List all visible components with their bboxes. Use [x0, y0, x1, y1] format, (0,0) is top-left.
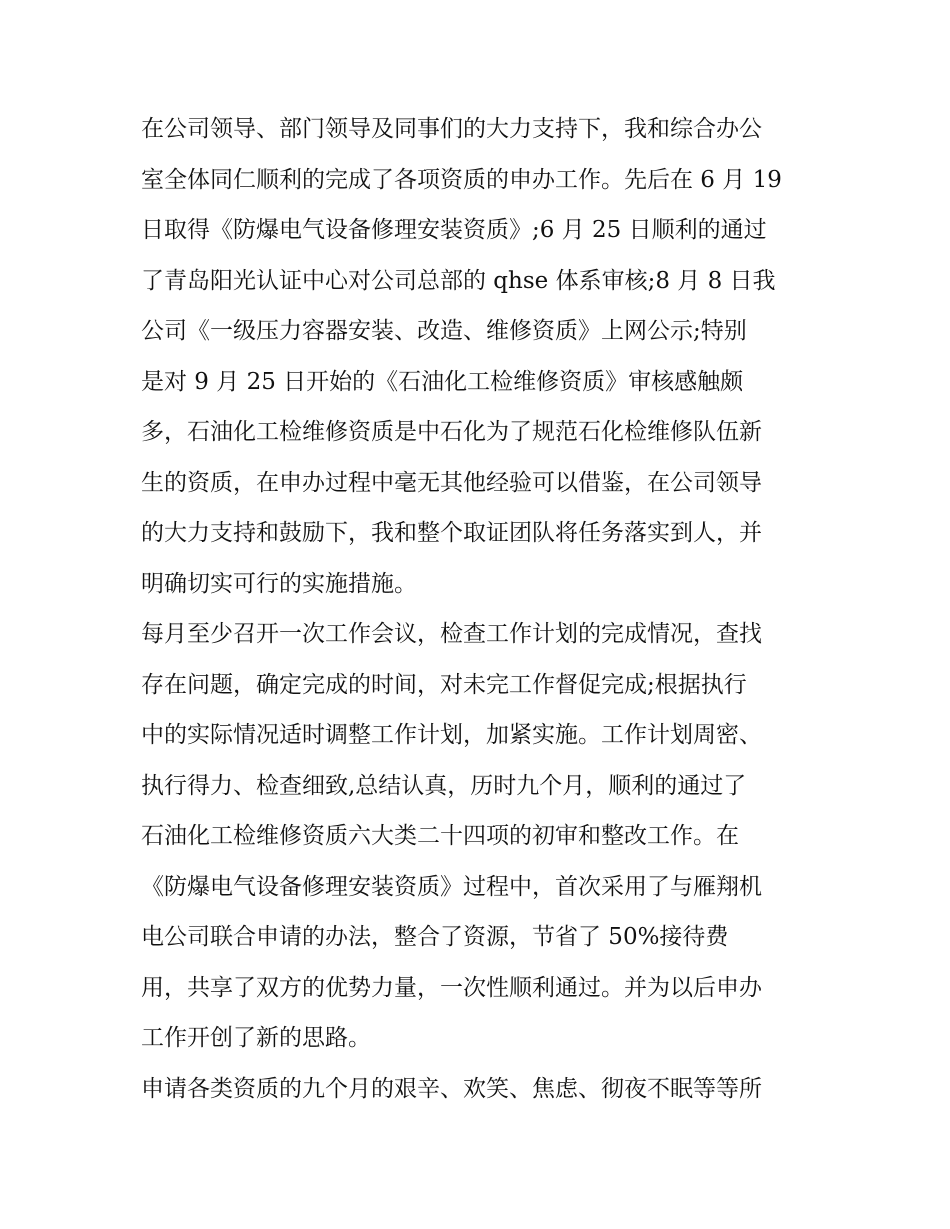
text-line: 是对 9 月 25 日开始的《石油化工检维修资质》审核感触颇 — [141, 368, 744, 395]
text-line: 的大力支持和鼓励下，我和整个取证团队将任务落实到人，并 — [141, 520, 762, 546]
body-text — [141, 104, 821, 1114]
text-line: 《防爆电气设备修理安装资质》过程中，首次采用了与雁翔机 — [141, 873, 762, 900]
text-line: 在公司领导、部门领导及同事们的大力支持下，我和综合办公 — [141, 116, 762, 142]
text-line: 日取得《防爆电气设备修理安装资质》;6 月 25 日顺利的通过 — [141, 217, 767, 243]
text-line: 电公司联合申请的办法，整合了资源，节省了 50%接待费 — [141, 924, 729, 950]
text-line: 申请各类资质的九个月的艰辛、欢笑、焦虑、彻夜不眠等等所 — [141, 1075, 762, 1102]
text-line: 石油化工检维修资质六大类二十四项的初审和整改工作。在 — [141, 823, 739, 849]
text-line: 明确切实可行的实施措施。 — [141, 570, 417, 597]
text-line: 工作开创了新的思路。 — [141, 1025, 371, 1051]
text-line: 执行得力、检查细致,总结认真，历时九个月，顺利的通过了 — [141, 772, 747, 799]
text-line: 用，共享了双方的优势力量，一次性顺利通过。并为以后申办 — [141, 974, 762, 1001]
text-line: 多，石油化工检维修资质是中石化为了规范石化检维修队伍新 — [141, 419, 762, 445]
text-line: 存在问题，确定完成的时间，对未完工作督促完成;根据执行 — [141, 671, 747, 698]
text-line: 公司《一级压力容器安装、改造、维修资质》上网公示;特别 — [141, 318, 747, 344]
text-line: 中的实际情况适时调整工作计划，加紧实施。工作计划周密、 — [141, 722, 762, 748]
text-line: 了青岛阳光认证中心对公司总部的 qhse 体系审核;8 月 8 日我 — [141, 267, 776, 294]
text-line: 室全体同仁顺利的完成了各项资质的申办工作。先后在 6 月 19 — [141, 166, 782, 193]
text-line: 每月至少召开一次工作会议，检查工作计划的完成情况，查找 — [141, 621, 762, 647]
text-line: 生的资质，在申办过程中毫无其他经验可以借鉴，在公司领导 — [141, 469, 762, 496]
